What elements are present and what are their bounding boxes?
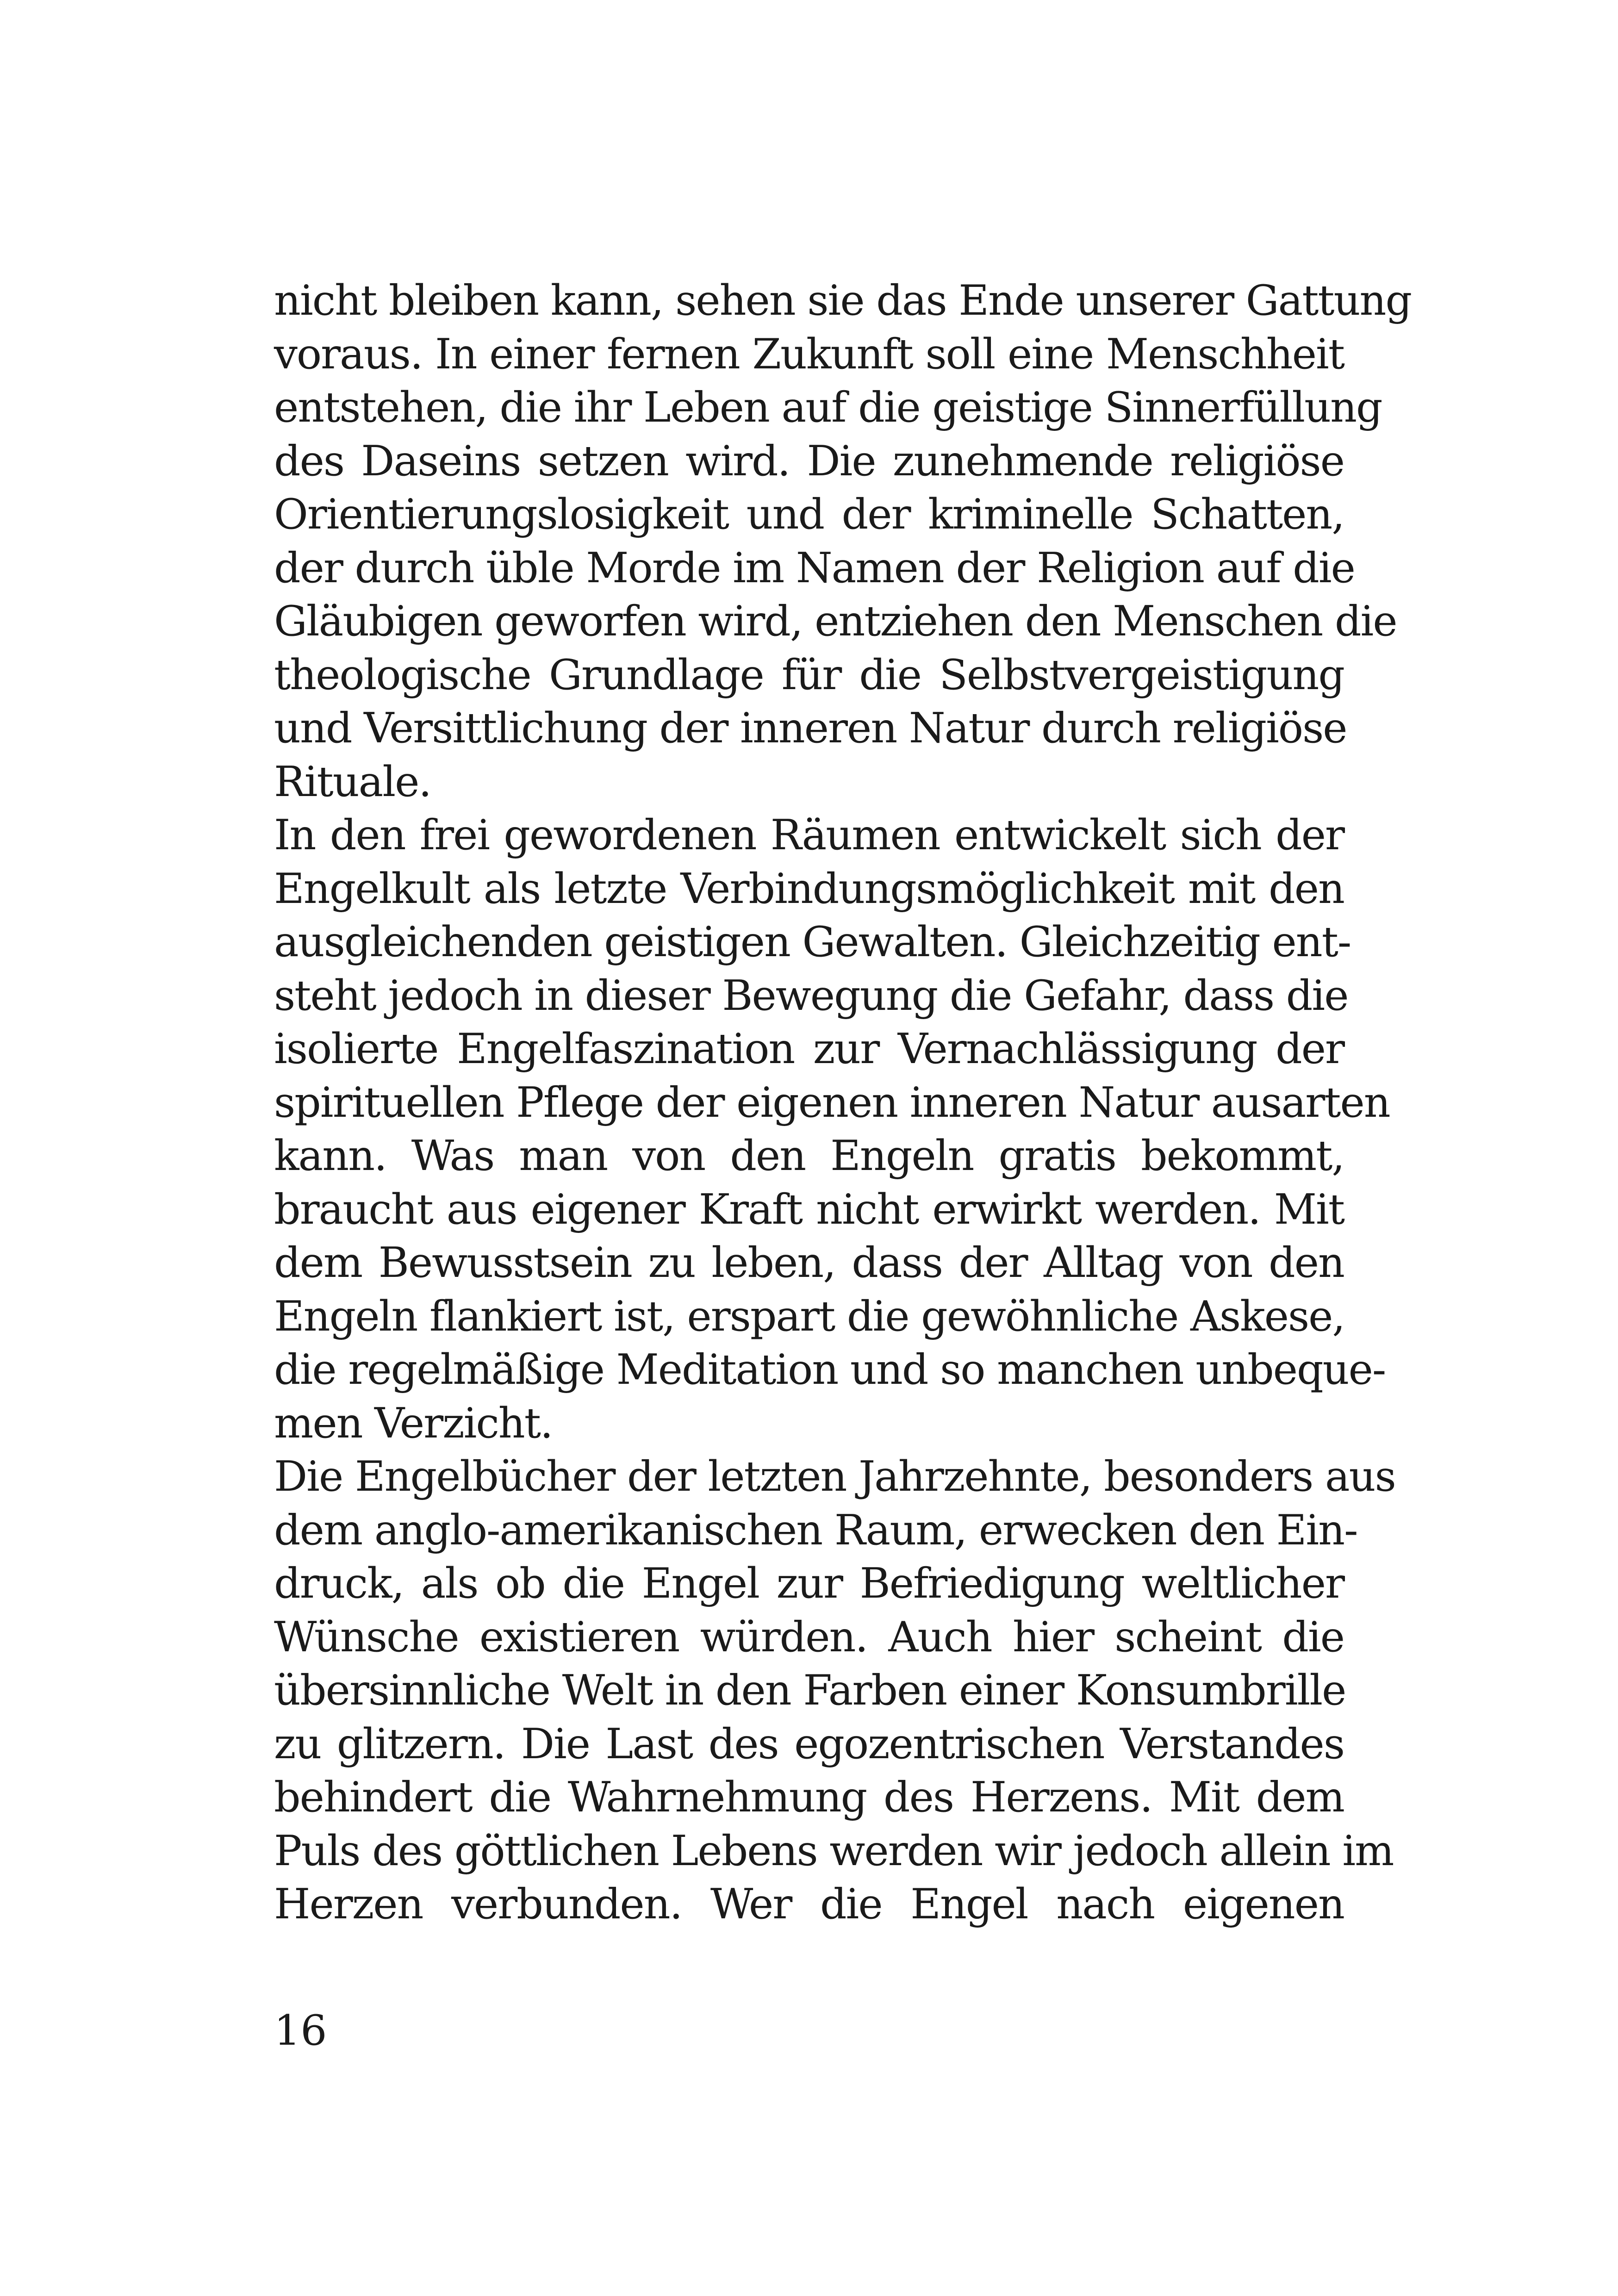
text-line: entstehen, die ihr Leben auf die geistige Sinnerfüllung (274, 383, 1382, 432)
text-line: Rituale. (274, 757, 431, 806)
text-line: Engeln flankiert ist, erspart die gewöhnliche Askese, (274, 1292, 1345, 1341)
text-line: dem Bewusstsein zu leben, dass der Alltag von den (274, 1238, 1344, 1287)
text-line: der durch üble Morde im Namen der Religion auf die (274, 543, 1355, 592)
text-line: Gläubigen geworfen wird, entziehen den Menschen die (274, 597, 1397, 646)
text-line: Puls des göttlichen Lebens werden wir jedoch allein im (274, 1826, 1394, 1875)
text-line: theologische Grundlage für die Selbstvergeistigung (274, 650, 1344, 699)
paragraph-2 (274, 809, 1390, 1450)
text-line: des Daseins setzen wird. Die zunehmende religiöse (274, 436, 1344, 485)
text-line: behindert die Wahrnehmung des Herzens. Mit dem (274, 1773, 1344, 1822)
text-line: braucht aus eigener Kraft nicht erwirkt werden. Mit (274, 1185, 1344, 1234)
text-line: kann. Was man von den Engeln gratis bekommt, (274, 1132, 1344, 1180)
text-line: isolierte Engelfaszination zur Vernachlässigung der (274, 1025, 1344, 1073)
text-line: Orientierungslosigkeit und der kriminelle Schatten, (274, 490, 1344, 539)
text-line: zu glitzern. Die Last des egozentrischen Verstandes (274, 1719, 1344, 1768)
text-line: steht jedoch in dieser Bewegung die Gefahr, dass die (274, 971, 1348, 1020)
text-line: men Verzicht. (274, 1399, 553, 1448)
text-line: voraus. In einer fernen Zukunft soll eine Menschheit (274, 330, 1344, 379)
text-line: dem anglo-amerikanischen Raum, erwecken den Ein- (274, 1506, 1357, 1555)
text-line: ausgleichenden geistigen Gewalten. Gleichzeitig ent- (274, 918, 1351, 966)
text-line: Die Engelbücher der letzten Jahrzehnte, besonders aus (274, 1452, 1395, 1501)
text-line: die regelmäßige Meditation und so manchen unbeque- (274, 1345, 1386, 1394)
page-number: 16 (274, 2006, 327, 2055)
text-line: Herzen verbunden. Wer die Engel nach eigenen (274, 1880, 1344, 1929)
text-line: In den frei gewordenen Räumen entwickelt sich der (274, 811, 1344, 859)
text-line: spirituellen Pflege der eigenen inneren Natur ausarten (274, 1078, 1390, 1127)
text-line: Wünsche existieren würden. Auch hier scheint die (274, 1612, 1344, 1661)
text-line: und Versittlichung der inneren Natur durch religiöse (274, 704, 1347, 753)
paragraph-1 (274, 274, 1412, 809)
text-line: druck, als ob die Engel zur Befriedigung weltlicher (274, 1559, 1344, 1608)
body-text (274, 274, 1412, 1931)
paragraph-3 (274, 1450, 1395, 1931)
text-line: nicht bleiben kann, sehen sie das Ende unserer Gattung (274, 276, 1412, 325)
text-line: übersinnliche Welt in den Farben einer Konsumbrille (274, 1666, 1346, 1715)
text-line: Engelkult als letzte Verbindungsmöglichkeit mit den (274, 864, 1344, 913)
